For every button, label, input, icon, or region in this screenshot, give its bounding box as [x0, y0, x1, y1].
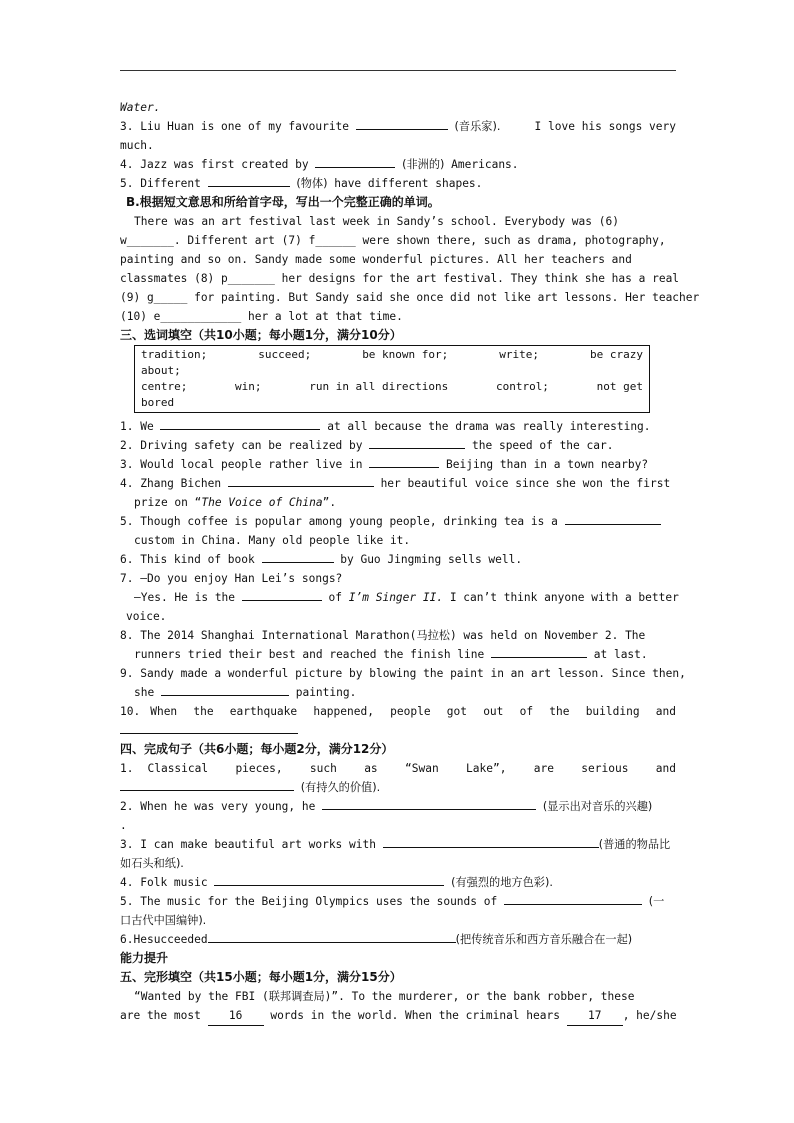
- word-option: win;: [235, 380, 262, 393]
- question-3-10: 10. When the earthquake happened, people got out of the building and: [120, 705, 676, 718]
- question-3-9-cont: she painting.: [120, 683, 676, 702]
- question-3-2: 2. Driving safety can be realized by the speed of the car.: [120, 436, 676, 455]
- question-4-5-cont: 口古代中国编钟).: [120, 914, 207, 927]
- question-4-3-cont: 如石头和纸).: [120, 857, 184, 870]
- question-3-3: 3. Would local people rather live in Beijing than in a town nearby?: [120, 455, 676, 474]
- question-3-1: 1. We at all because the drama was really interesting.: [120, 417, 676, 436]
- question-3-6: 6. This kind of book by Guo Jingming sells well.: [120, 550, 676, 569]
- passage-line: painting and so on. Sandy made some wonderful pictures. All her teachers and: [120, 253, 632, 266]
- question-4-3: 3. I can make beautiful art works with (普通的物品比: [120, 835, 676, 854]
- cloze-line: are the most 16 words in the world. When the criminal hears 17 , he/she: [120, 1006, 676, 1026]
- answer-blank[interactable]: [120, 778, 294, 791]
- question-a3: 3. Liu Huan is one of my favourite (音乐家). I love his songs very: [120, 117, 676, 136]
- question-4-1-cont: (有持久的价值).: [120, 778, 676, 797]
- question-3-8: 8. The 2014 Shanghai International Marathon(马拉松) was held on November 2. The: [120, 629, 646, 642]
- question-4-4: 4. Folk music (有强烈的地方色彩).: [120, 873, 676, 892]
- word-option: tradition;: [141, 348, 208, 361]
- question-4-2-cont: .: [120, 819, 127, 832]
- answer-blank[interactable]: [120, 721, 298, 734]
- section-heading-4: 四、完成句子（共6小题；每小题2分，满分12分）: [120, 742, 394, 756]
- section-heading-3: 三、选词填空（共10小题；每小题1分，满分10分）: [120, 328, 402, 342]
- question-3-7-answer: —Yes. He is the of I’m Singer II. I can’t think anyone with a better: [120, 588, 676, 607]
- passage-line: classmates (8) p_______ her designs for the art festival. They think she has a real: [120, 272, 680, 285]
- answer-blank[interactable]: [565, 512, 661, 525]
- answer-blank[interactable]: [214, 873, 444, 886]
- text-line: much.: [120, 139, 154, 152]
- question-3-7-cont: voice.: [126, 610, 167, 623]
- answer-blank[interactable]: [208, 930, 456, 943]
- section-heading-b: B.根据短文意思和所给首字母，写出一个完整正确的单词。: [126, 195, 440, 209]
- word-option: not get: [596, 380, 643, 393]
- answer-blank[interactable]: [504, 892, 642, 905]
- answer-blank[interactable]: [315, 155, 395, 168]
- answer-blank[interactable]: [242, 588, 322, 601]
- question-a4: 4. Jazz was first created by (非洲的) Americans.: [120, 155, 676, 174]
- question-3-9: 9. Sandy made a wonderful picture by blowing the paint in an art lesson. Since then,: [120, 667, 686, 680]
- answer-blank[interactable]: [161, 683, 289, 696]
- cloze-line: “Wanted by the FBI (联邦调查局)”. To the murderer, or the bank robber, these: [134, 990, 635, 1003]
- cloze-blank-17[interactable]: 17: [567, 1006, 623, 1026]
- question-3-4: 4. Zhang Bichen her beautiful voice since she won the first: [120, 474, 676, 493]
- answer-blank[interactable]: [262, 550, 334, 563]
- answer-blank[interactable]: [322, 797, 536, 810]
- answer-blank[interactable]: [369, 455, 439, 468]
- word-option: centre;: [141, 380, 188, 393]
- section-heading-5: 五、完形填空（共15小题；每小题1分，满分15分）: [120, 970, 402, 984]
- question-3-8-cont: runners tried their best and reached the finish line at last.: [120, 645, 676, 664]
- question-3-10-cont: [120, 721, 676, 740]
- answer-blank[interactable]: [383, 835, 599, 848]
- passage-line: (10) e____________ her a lot at that time.: [120, 310, 403, 323]
- question-3-5: 5. Though coffee is popular among young people, drinking tea is a: [120, 512, 676, 531]
- ability-heading: 能力提升: [120, 951, 169, 965]
- question-a5: 5. Different (物体) have different shapes.: [120, 174, 676, 193]
- passage-line: w_______. Different art (7) f______ were shown there, such as drama, photography,: [120, 234, 666, 247]
- passage-line: (9) g_____ for painting. But Sandy said she once did not like art lessons. Her teacher: [120, 291, 700, 304]
- word-option: write;: [499, 348, 540, 361]
- question-3-4-cont: prize on “The Voice of China”.: [134, 496, 337, 509]
- word-option: bored: [141, 396, 175, 409]
- word-option: be crazy: [590, 348, 643, 361]
- answer-blank[interactable]: [208, 174, 290, 187]
- header-rule: [120, 70, 676, 71]
- worksheet-page: [120, 98, 700, 1026]
- question-4-1: 1. Classical pieces, such as “Swan Lake”, are serious and: [120, 762, 676, 775]
- word-option: run in all directions: [309, 380, 449, 393]
- cloze-blank-16[interactable]: 16: [208, 1006, 264, 1026]
- answer-blank[interactable]: [369, 436, 465, 449]
- question-4-2: 2. When he was very young, he (显示出对音乐的兴趣): [120, 797, 676, 816]
- answer-blank[interactable]: [160, 417, 320, 430]
- answer-blank[interactable]: [228, 474, 374, 487]
- passage-line: There was an art festival last week in Sandy’s school. Everybody was (6): [134, 215, 619, 228]
- question-3-5-cont: custom in China. Many old people like it.: [134, 534, 411, 547]
- word-bank-box: [134, 345, 650, 413]
- question-3-7: 7. —Do you enjoy Han Lei’s songs?: [120, 572, 343, 585]
- question-4-6: 6.Hesucceeded (把传统音乐和西方音乐融合在一起): [120, 930, 676, 949]
- word-option: succeed;: [258, 348, 312, 361]
- word-option: be known for;: [362, 348, 449, 361]
- word-option: about;: [141, 364, 181, 377]
- question-4-5: 5. The music for the Beijing Olympics uses the sounds of (一: [120, 892, 676, 911]
- answer-blank[interactable]: [491, 645, 587, 658]
- answer-blank[interactable]: [356, 117, 448, 130]
- word-option: control;: [495, 380, 549, 393]
- text-line: Water.: [120, 101, 161, 114]
